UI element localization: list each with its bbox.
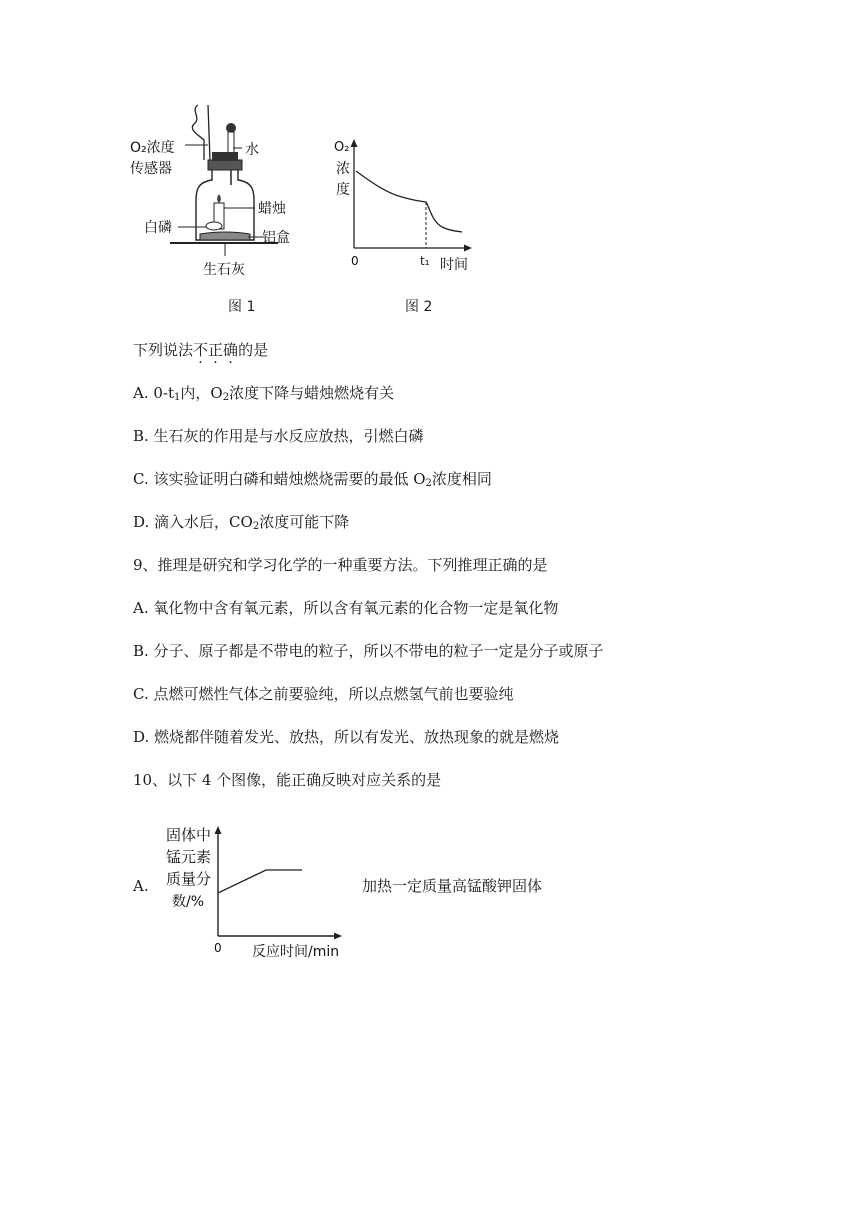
q10-option-a-graph — [160, 818, 355, 963]
fig2-y-label-1: 浓 — [336, 161, 350, 177]
q8-option-c-text: C. 该实验证明白磷和蜡烛燃烧需要的最低 O — [133, 470, 426, 488]
q8-option-a — [133, 383, 394, 403]
q8-stem — [133, 340, 268, 360]
fig2-x-label: 时间 — [440, 257, 468, 273]
figure-2-graph — [332, 135, 477, 275]
figure-1-apparatus — [130, 100, 310, 285]
q8-option-a-mid: 内，O — [180, 384, 223, 402]
q8-stem-emph-2: 正 — [208, 341, 224, 359]
q8-stem-post: 的是 — [238, 341, 269, 359]
q9-option-d: D. 燃烧都伴随着发光、放热，所以有发光、放热现象的就是燃烧 — [133, 728, 560, 746]
q8-option-a-sub1: 1 — [174, 392, 181, 403]
q9-stem: 9、推理是研究和学习化学的一种重要方法。下列推理正确的是 — [133, 556, 548, 574]
q8-stem-emph-1: 不 — [193, 341, 209, 359]
q8-option-a-text: A. 0-t — [133, 384, 175, 402]
q10-origin: 0 — [214, 941, 222, 955]
box-label: 铝盒 — [262, 230, 290, 246]
fig2-y-label-top: O₂ — [334, 140, 350, 155]
q10-y-label-2: 锰元素 — [166, 848, 212, 866]
q8-option-b: B. 生石灰的作用是与水反应放热，引燃白磷 — [133, 427, 424, 445]
q10-y-label-3: 质量分 — [166, 870, 212, 888]
q8-option-a-post: 浓度下降与蜡烛燃烧有关 — [229, 384, 395, 402]
q8-stem-emph-3: 确 — [223, 341, 239, 359]
q8-option-a-sub2: 2 — [222, 392, 230, 403]
q9-option-c: C. 点燃可燃性气体之前要验纯，所以点燃氢气前也要验纯 — [133, 685, 514, 703]
fig2-origin: 0 — [351, 254, 359, 268]
q9-option-b: B. 分子、原子都是不带电的粒子，所以不带电的粒子一定是分子或原子 — [133, 642, 604, 660]
phosphorus-label: 白磷 — [144, 220, 172, 236]
q8-option-c-post: 浓度相同 — [431, 470, 492, 488]
q8-option-d — [133, 512, 349, 532]
q10-option-a-description: 加热一定质量高锰酸钾固体 — [362, 877, 543, 895]
fig2-y-label-2: 度 — [336, 182, 350, 198]
water-label: 水 — [245, 142, 259, 158]
q8-option-c-sub: 2 — [425, 478, 432, 489]
q8-option-c — [133, 469, 492, 489]
candle-label: 蜡烛 — [258, 201, 286, 217]
q10-stem: 10、以下 4 个图像，能正确反映对应关系的是 — [133, 771, 442, 789]
figure-2-caption: 图 2 — [405, 299, 433, 315]
figure-1-caption: 图 1 — [228, 299, 256, 315]
fig2-t1: t₁ — [420, 254, 430, 268]
q8-option-d-text: D. 滴入水后，CO — [133, 513, 253, 531]
q8-option-d-sub: 2 — [252, 521, 260, 532]
q10-y-label-4: 数/% — [172, 894, 205, 910]
q10-x-label: 反应时间/min — [252, 944, 340, 960]
q9-option-a: A. 氧化物中含有氧元素，所以含有氧元素的化合物一定是氧化物 — [133, 599, 559, 617]
q8-option-d-post: 浓度可能下降 — [259, 513, 350, 531]
q10-option-a-letter: A. — [133, 877, 149, 895]
q8-stem-pre: 下列说法 — [133, 341, 194, 359]
q10-y-label-1: 固体中 — [166, 826, 212, 844]
lime-label: 生石灰 — [203, 262, 245, 278]
sensor-label-1: O₂浓度 — [130, 140, 175, 156]
sensor-label-2: 传感器 — [130, 161, 172, 177]
